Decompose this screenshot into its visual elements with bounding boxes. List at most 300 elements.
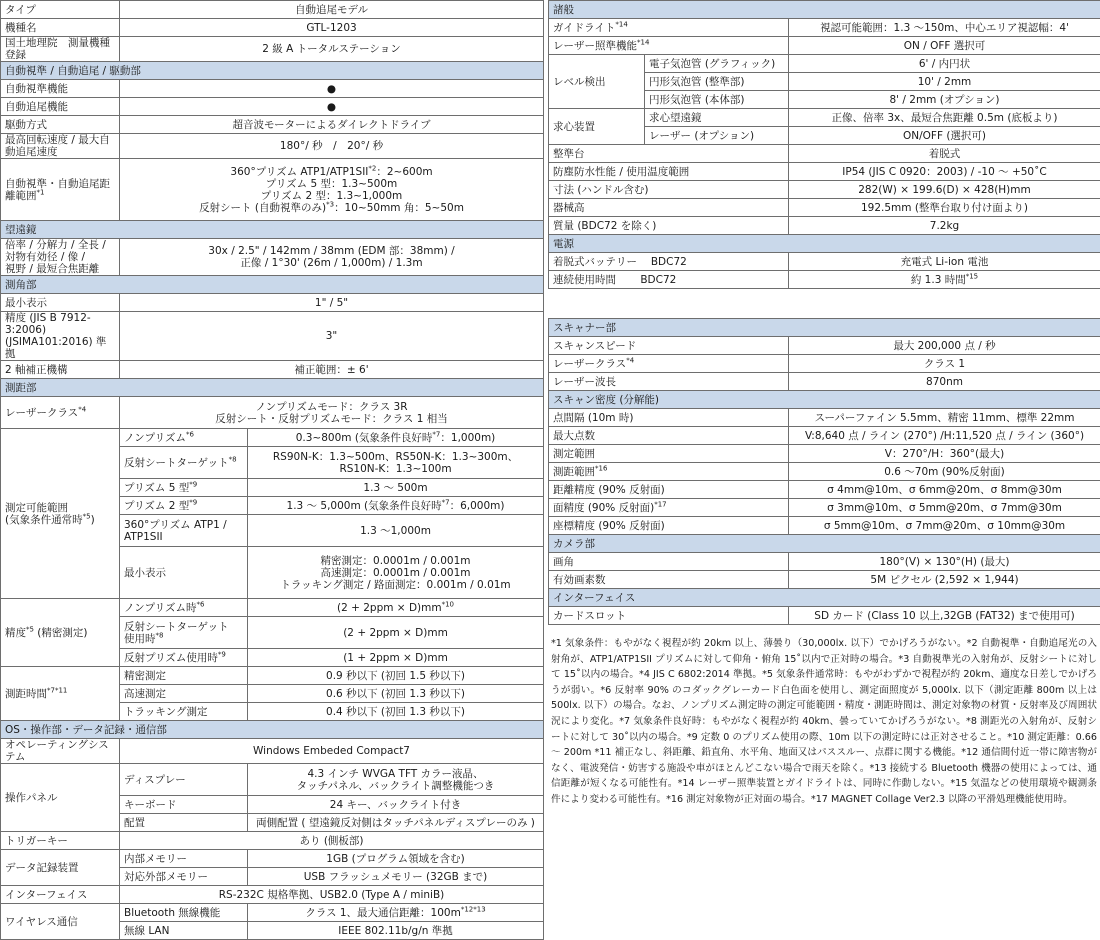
cell-text: GTL-1203 — [306, 22, 356, 34]
cell-text: レーザー (オプション) — [649, 130, 754, 142]
cell-text: 最小表示 — [5, 297, 47, 309]
footnote-marker: *14 — [615, 20, 627, 28]
spec-value — [789, 181, 1100, 199]
cell-text: 最高回転速度 / 最大自動追尾速度 — [5, 134, 110, 158]
cell-text: SD カード (Class 10 以上,32GB (FAT32) まで使用可) — [814, 610, 1074, 622]
cell-text: 高速測定：0.0001m / 0.001m — [321, 567, 471, 579]
cell-text: 反射シート (自動視準のみ) — [199, 202, 326, 214]
spec-row — [549, 463, 1100, 481]
spec-value — [120, 312, 544, 361]
cell-text: V:8,640 点 / ライン (270°) /H:11,520 点 / ライン (360°) — [805, 430, 1084, 442]
section-header-row — [549, 535, 1100, 553]
spec-label — [1, 80, 120, 98]
cell-text: 測距範囲 — [553, 466, 595, 478]
spec-label — [120, 703, 248, 721]
cell-text: プリズム 2 型：1.3~1,000m — [261, 190, 403, 202]
cell-text: 視野 / 最短合焦距離 — [5, 263, 99, 275]
spec-value — [789, 91, 1100, 109]
cell-text: 点間隔 (10m 時) — [553, 412, 633, 424]
spec-row — [1, 159, 544, 221]
cell-text: 対応外部メモリー — [124, 871, 208, 883]
spec-row — [1, 294, 544, 312]
cell-text: 着脱式バッテリー BDC72 — [553, 256, 687, 268]
footnote-marker: *10 — [442, 600, 454, 608]
spec-value — [120, 1, 544, 19]
cell-text: 連続使用時間 BDC72 — [553, 274, 676, 286]
spec-value — [248, 617, 544, 649]
spec-value — [120, 239, 544, 276]
cell-text: レーザー照準機能 — [553, 40, 637, 52]
spec-value — [248, 497, 544, 515]
spec-row — [1, 116, 544, 134]
spec-row — [549, 553, 1100, 571]
spec-row — [549, 163, 1100, 181]
spec-value — [120, 764, 248, 796]
cell-text: 両側配置 ( 望遠鏡反対側はタッチパネルディスプレーのみ ) — [256, 817, 535, 829]
spec-row — [549, 37, 1100, 55]
section-title: 望遠鏡 — [1, 221, 544, 239]
spec-row — [549, 355, 1100, 373]
cell-text: プリズム 5 型：1.3~500m — [266, 178, 398, 190]
spec-label — [120, 497, 248, 515]
cell-text: 精密測定：0.0001m / 0.001m — [321, 555, 471, 567]
spec-value — [789, 271, 1100, 289]
cell-text: (1 + 2ppm × D)mm — [343, 652, 448, 664]
spec-label — [549, 481, 789, 499]
spec-value — [789, 517, 1100, 535]
cell-text: トラッキング測定 / 路面測定：0.001m / 0.01m — [280, 579, 510, 591]
spec-label — [549, 553, 789, 571]
spec-label — [120, 617, 248, 649]
cell-text: ：2~600m — [376, 166, 432, 178]
spec-value — [120, 116, 544, 134]
spec-label — [120, 685, 248, 703]
spec-label — [549, 199, 789, 217]
spec-value — [120, 134, 544, 159]
spec-row — [549, 445, 1100, 463]
footnote-marker: *14 — [637, 38, 649, 46]
spec-value — [789, 607, 1100, 625]
spec-value — [789, 463, 1100, 481]
cell-text: IP54 (JIS C 0920：2003) / -10 ～ +50˚C — [842, 166, 1046, 178]
spec-label — [1, 850, 120, 886]
spec-label — [120, 447, 248, 479]
cell-text: オペレーティングシステム — [5, 739, 109, 763]
section-header-row — [549, 589, 1100, 607]
spec-label — [1, 294, 120, 312]
spec-label — [549, 55, 645, 109]
spec-value — [248, 904, 544, 922]
spec-value — [789, 73, 1100, 91]
spec-value — [248, 649, 544, 667]
section-title: 電源 — [549, 235, 1100, 253]
cell-text: (精密測定) — [34, 627, 88, 639]
cell-text: 質量 (BDC72 を除く) — [553, 220, 656, 232]
spec-label — [120, 814, 248, 832]
spec-value — [248, 868, 544, 886]
cell-text: (気象条件通常時 — [5, 514, 83, 526]
cell-text: 2 軸補正機構 — [5, 364, 68, 376]
spec-value — [248, 599, 544, 617]
spec-label — [549, 373, 789, 391]
spec-label — [645, 73, 789, 91]
spec-label — [549, 271, 789, 289]
spec-label — [549, 445, 789, 463]
cell-text: 着脱式 — [929, 148, 961, 160]
cell-text: 測距時間 — [5, 688, 47, 700]
spec-label — [120, 547, 248, 599]
cell-text: 24 キー、バックライト付き — [330, 799, 461, 811]
spec-label — [549, 253, 789, 271]
cell-text: 2 級 A トータルステーション — [262, 43, 400, 55]
cell-text: 最大 200,000 点 / 秒 — [893, 340, 995, 352]
cell-text: 充電式 Li-ion 電池 — [901, 256, 989, 268]
cell-text: プリズム 5 型 — [124, 482, 189, 494]
footnote-marker: *9 — [189, 480, 197, 488]
spec-value — [120, 294, 544, 312]
spec-value — [789, 409, 1100, 427]
spec-value — [789, 355, 1100, 373]
footnote-marker: *2 — [368, 164, 376, 172]
cell-text: プリズム 2 型 — [124, 500, 189, 512]
spec-value — [789, 571, 1100, 589]
spec-value — [645, 109, 789, 127]
cell-text: ATP1SII — [124, 531, 163, 543]
cell-text: ディスプレー — [124, 774, 186, 786]
spec-value — [789, 145, 1100, 163]
spec-label — [1, 159, 120, 221]
section-header-row — [1, 221, 544, 239]
spec-value — [120, 599, 248, 617]
cell-text: 自動視準機能 — [5, 83, 68, 95]
spec-row — [549, 109, 1100, 127]
cell-text: 180°(V) × 130°(H) (最大) — [879, 556, 1009, 568]
spec-row — [1, 832, 544, 850]
spec-table-general — [548, 0, 1100, 289]
spec-value — [120, 667, 248, 685]
spec-table-left — [0, 0, 544, 940]
cell-text: 1" / 5" — [315, 297, 348, 309]
section-header-row — [549, 1, 1100, 19]
cell-text: RS10N-K：1.3~100m — [339, 463, 451, 475]
cell-text: タッチパネル、バックライト調整機能つき — [297, 780, 495, 792]
spec-label — [549, 145, 789, 163]
spec-label — [120, 515, 248, 547]
cell-text: レーザークラス — [553, 358, 626, 370]
spec-label — [1, 764, 120, 832]
section-title: 測角部 — [1, 276, 544, 294]
cell-text: 自動追尾モデル — [295, 4, 368, 16]
cell-text: 7.2kg — [930, 220, 959, 232]
spec-value — [789, 553, 1100, 571]
cell-text: 電子気泡管 (グラフィック) — [649, 58, 775, 70]
footnote-marker: *3 — [326, 200, 334, 208]
cell-text: ：10~50mm 角：5~50m — [334, 202, 464, 214]
cell-text: σ 5mm@10m、σ 7mm@20m、σ 10mm@30m — [824, 520, 1065, 532]
section-header-row — [549, 319, 1100, 337]
spec-row — [549, 481, 1100, 499]
cell-text: 360°プリズム ATP1/ATP1SII — [230, 166, 368, 178]
section-title: 測距部 — [1, 379, 544, 397]
spec-label — [549, 109, 645, 145]
spec-row — [549, 373, 1100, 391]
cell-text: 0.6 秒以下 (初回 1.3 秒以下) — [326, 688, 465, 700]
cell-text: 画角 — [553, 556, 574, 568]
cell-text: 180°/ 秒 / 20°/ 秒 — [280, 140, 383, 152]
footnote-marker: *17 — [654, 500, 666, 508]
cell-text: カードスロット — [553, 610, 626, 622]
footnote-marker: *5 — [26, 625, 34, 633]
spec-value — [789, 481, 1100, 499]
spec-row — [549, 409, 1100, 427]
spec-label — [1, 312, 120, 361]
spec-label — [549, 355, 789, 373]
section-header-row — [549, 391, 1100, 409]
cell-text: 測定範囲 — [553, 448, 595, 460]
spec-label — [1, 397, 120, 429]
cell-text: 0.4 秒以下 (初回 1.3 秒以下) — [326, 706, 465, 718]
cell-text: USB フラッシュメモリー (32GB まで) — [304, 871, 488, 883]
cell-text: 円形気泡管 (本体部) — [649, 94, 745, 106]
cell-text: Windows Embeded Compact7 — [253, 745, 410, 757]
cell-text: 30x / 2.5" / 142mm / 38mm (EDM 部：38mm) / — [208, 245, 454, 257]
section-header-row — [1, 379, 544, 397]
spec-label — [1, 116, 120, 134]
cell-text: 内部メモリー — [124, 853, 187, 865]
footnote-marker: *7*11 — [47, 686, 67, 694]
cell-text: 測定可能範囲 — [5, 502, 68, 514]
spec-value — [248, 479, 544, 497]
cell-text: ノンプリズム時 — [124, 602, 196, 614]
spec-value — [789, 55, 1100, 73]
cell-text: σ 3mm@10m、σ 5mm@20m、σ 7mm@30m — [827, 502, 1062, 514]
spec-label — [549, 517, 789, 535]
spec-label — [120, 922, 248, 940]
spec-value — [248, 703, 544, 721]
cell-text: 超音波モーターによるダイレクトドライブ — [232, 119, 430, 131]
spec-row — [549, 199, 1100, 217]
spec-label — [120, 649, 248, 667]
cell-text: V：270°/H：360°(最大) — [885, 448, 1004, 460]
spec-row — [1, 739, 544, 764]
cell-text: 整準台 — [553, 148, 585, 160]
spec-label — [549, 499, 789, 517]
cell-text: 高速測定 — [124, 688, 166, 700]
cell-text: インターフェイス — [5, 889, 87, 901]
spec-label — [1, 832, 120, 850]
spec-label — [549, 37, 789, 55]
cell-text: 器械高 — [553, 202, 585, 214]
cell-text: 面精度 (90% 反射面) — [553, 502, 654, 514]
cell-text: ON/OFF (選択可) — [903, 130, 986, 142]
cell-text: 正像 / 1°30' (26m / 1,000m) / 1.3m — [240, 257, 422, 269]
cell-text: 視認可能範囲：1.3 ～150m、中心エリア視認幅：4' — [820, 22, 1069, 34]
spec-label — [120, 868, 248, 886]
spec-value — [248, 447, 544, 479]
footnote-marker: *9 — [218, 650, 226, 658]
spec-label — [549, 217, 789, 235]
spec-value — [789, 373, 1100, 391]
spec-row — [549, 19, 1100, 37]
cell-text: 使用時 — [124, 633, 156, 645]
cell-text: 精密測定 — [124, 670, 166, 682]
cell-text: ● — [327, 83, 336, 95]
cell-text: 0.9 秒以下 (初回 1.5 秒以下) — [326, 670, 465, 682]
cell-text: 距離精度 (90% 反射面) — [553, 484, 665, 496]
cell-text: ワイヤレス通信 — [5, 916, 78, 928]
cell-text: 1.3 ～ 500m — [363, 482, 427, 494]
cell-text: 6' / 内円状 — [919, 58, 970, 70]
cell-text: ● — [327, 101, 336, 113]
cell-text: データ記録装置 — [5, 862, 79, 874]
cell-text: 防塵防水性能 / 使用温度範囲 — [553, 166, 689, 178]
spec-label — [549, 607, 789, 625]
spec-value — [248, 796, 544, 814]
cell-text: あり (側板部) — [299, 835, 363, 847]
spec-label — [1, 739, 120, 764]
spec-value — [248, 547, 544, 599]
spec-label — [645, 91, 789, 109]
cell-text: RS-232C 規格準拠、USB2.0 (Type A / miniB) — [219, 889, 445, 901]
spec-label — [549, 181, 789, 199]
cell-text: 360°プリズム ATP1 / — [124, 519, 227, 531]
cell-text: 約 1.3 時間 — [911, 274, 966, 286]
cell-text: スキャンスピード — [553, 340, 636, 352]
section-header-row — [1, 276, 544, 294]
cell-text: 5M ピクセル (2,592 × 1,944) — [870, 574, 1018, 586]
spec-row — [1, 850, 544, 868]
cell-text: 配置 — [124, 817, 145, 829]
footnote-marker: *16 — [595, 464, 607, 472]
spec-label — [1, 37, 120, 62]
cell-text: 機種名 — [5, 22, 37, 34]
spec-value — [248, 429, 544, 447]
spec-row — [1, 37, 544, 62]
spec-row — [549, 427, 1100, 445]
spec-value — [120, 98, 544, 116]
footnotes: *1 気象条件：もやがなく視程が約 20km 以上、薄曇り（30,000lx. 以下）でかげろうがない。*2 自動視準・自動追尾光の入射角が、ATP1/ATP1SII プリズムに対して仰角・俯角 15˚以内で正対時の場合。*3 自動視準光の入射角が、反射シートに対して 15˚以内の場合。*4 JIS C 6802:2014 準拠。*5 気象条件通常時：もやがわずかで視程が約 20km、適度な日差しでかげろうが弱い。*6 反射率 90% のコダックグレーカード白色面を使用し、測定面照度が 5,000lx. 以下（測定距離 800m 以上は 500lx. 以下）の場合。なお、ノンプリズム測定時の測定可能範囲・精度・測距時間は、測定対象物の材質・反射率及び周囲状況により変化。*7 気象条件良好時：もやがなく視程が約 40km、曇っていてかげろうがない。*8 測距光の入射角が、反射シートに対して 30˚以内の場合。*9 定数 0 のプリズム使用の際、10m 以下の測定時には正対させること。*10 測定距離：0.66 ～ 200m *11 補正なし、斜距離、鉛直角、水平角、地面又はパススルー、点群に関する機能。*12 通信間付近一帯に障害物がなく、電波発信・妨害する施設や車がほとんどこない場合で雨天を除く。*13 接続する Bluetooth 機器の使用によっては、通信距離が短くなる可能性有。*14 レーザー照準装置とガイドライトは、同時に作動しない。*15 気温などの使用環境や観測条件により変わる可能性有。*16 測定対象物が正対面の場合。*17 MAGNET Collage Ver2.3 以降の平滑処理機能使用時。 — [551, 636, 1097, 808]
section-title: インターフェイス — [549, 589, 1100, 607]
cell-text: 精度 — [5, 627, 26, 639]
cell-text: ノンプリズムモード：クラス 3R — [255, 401, 407, 413]
spec-value — [789, 253, 1100, 271]
spec-value — [120, 429, 248, 447]
cell-text: ガイドライト — [553, 22, 615, 34]
spec-label — [549, 571, 789, 589]
cell-text: RS90N-K：1.3~500m、RS50N-K：1.3~300m、 — [273, 451, 518, 463]
section-header-row — [1, 62, 544, 80]
cell-text: レーザークラス — [5, 407, 78, 419]
cell-text: 自動追尾機能 — [5, 101, 68, 113]
spec-value — [248, 667, 544, 685]
spec-label — [645, 127, 789, 145]
spec-label — [1, 361, 120, 379]
section-header-row — [1, 721, 544, 739]
cell-text: 反射シート・反射プリズムモード：クラス 1 相当 — [215, 413, 448, 425]
cell-text: 有効画素数 — [553, 574, 606, 586]
spec-row — [1, 764, 544, 796]
footnote-marker: *6 — [196, 600, 204, 608]
spec-label — [549, 19, 789, 37]
spec-table-scanner — [548, 318, 1100, 625]
spec-label — [1, 1, 120, 19]
section-title: 自動視準 / 自動追尾 / 駆動部 — [1, 62, 544, 80]
footnote-marker: *15 — [966, 272, 978, 280]
cell-text: (2 + 2ppm × D)mm — [343, 627, 448, 639]
cell-text: 反射シートターゲット — [124, 621, 229, 633]
spec-row — [549, 517, 1100, 535]
cell-text: 倍率 / 分解力 / 全長 / 対物有効径 / 像 / — [5, 239, 106, 263]
cell-text: 反射プリズム使用時 — [124, 652, 218, 664]
spec-row — [549, 337, 1100, 355]
cell-text: 1GB (プログラム領域を含む) — [326, 853, 464, 865]
cell-text: 最小表示 — [124, 567, 166, 579]
spec-row — [549, 271, 1100, 289]
cell-text: ON / OFF 選択可 — [904, 40, 986, 52]
spec-value — [120, 159, 544, 221]
spec-label — [1, 904, 120, 940]
cell-text: 3" — [326, 330, 338, 342]
cell-text: 精度 (JIS B 7912-3:2006) (JSIMA101:2016) 準拠 — [5, 312, 106, 360]
footnote-marker: *5 — [83, 512, 91, 520]
spec-row — [549, 571, 1100, 589]
section-title: スキャン密度 (分解能) — [549, 391, 1100, 409]
cell-text: 8' / 2mm (オプション) — [889, 94, 999, 106]
cell-text: 座標精度 (90% 反射面) — [553, 520, 665, 532]
spec-value — [120, 19, 544, 37]
cell-text: 282(W) × 199.6(D) × 428(H)mm — [858, 184, 1031, 196]
spec-value — [789, 109, 1100, 127]
spec-value — [789, 37, 1100, 55]
cell-text: キーボード — [124, 799, 177, 811]
spec-label — [549, 409, 789, 427]
footnote-marker: *8 — [156, 631, 164, 639]
spec-value — [248, 685, 544, 703]
cell-text: クラス 1、最大通信距離：100m — [305, 907, 460, 919]
spec-label — [549, 427, 789, 445]
spec-label — [1, 667, 120, 721]
spec-value — [789, 127, 1100, 145]
spec-value — [789, 163, 1100, 181]
cell-text: 寸法 (ハンドル含む) — [553, 184, 649, 196]
spec-value — [120, 37, 544, 62]
spec-row — [549, 499, 1100, 517]
spec-value — [120, 904, 248, 922]
cell-text: 求心装置 — [553, 121, 595, 133]
cell-text: トリガーキー — [5, 835, 68, 847]
spec-row — [1, 361, 544, 379]
footnote-marker: *8 — [229, 455, 237, 463]
section-header-row — [549, 235, 1100, 253]
spec-value — [789, 427, 1100, 445]
cell-text: 無線 LAN — [124, 925, 169, 937]
spec-label — [1, 429, 120, 599]
cell-text: スーパーファイン 5.5mm、精密 11mm、標準 22mm — [814, 412, 1074, 424]
cell-text: ) — [91, 514, 95, 526]
spec-value — [789, 19, 1100, 37]
spec-row — [549, 607, 1100, 625]
cell-text: レーザー波長 — [553, 376, 616, 388]
cell-text: 10' / 2mm — [918, 76, 972, 88]
spec-row — [1, 1, 544, 19]
cell-text: 870nm — [926, 376, 963, 388]
cell-text: ：1,000m) — [440, 432, 495, 444]
spec-row — [1, 239, 544, 276]
spec-row — [1, 98, 544, 116]
spec-label — [1, 98, 120, 116]
spec-value — [789, 337, 1100, 355]
spec-row — [1, 397, 544, 429]
